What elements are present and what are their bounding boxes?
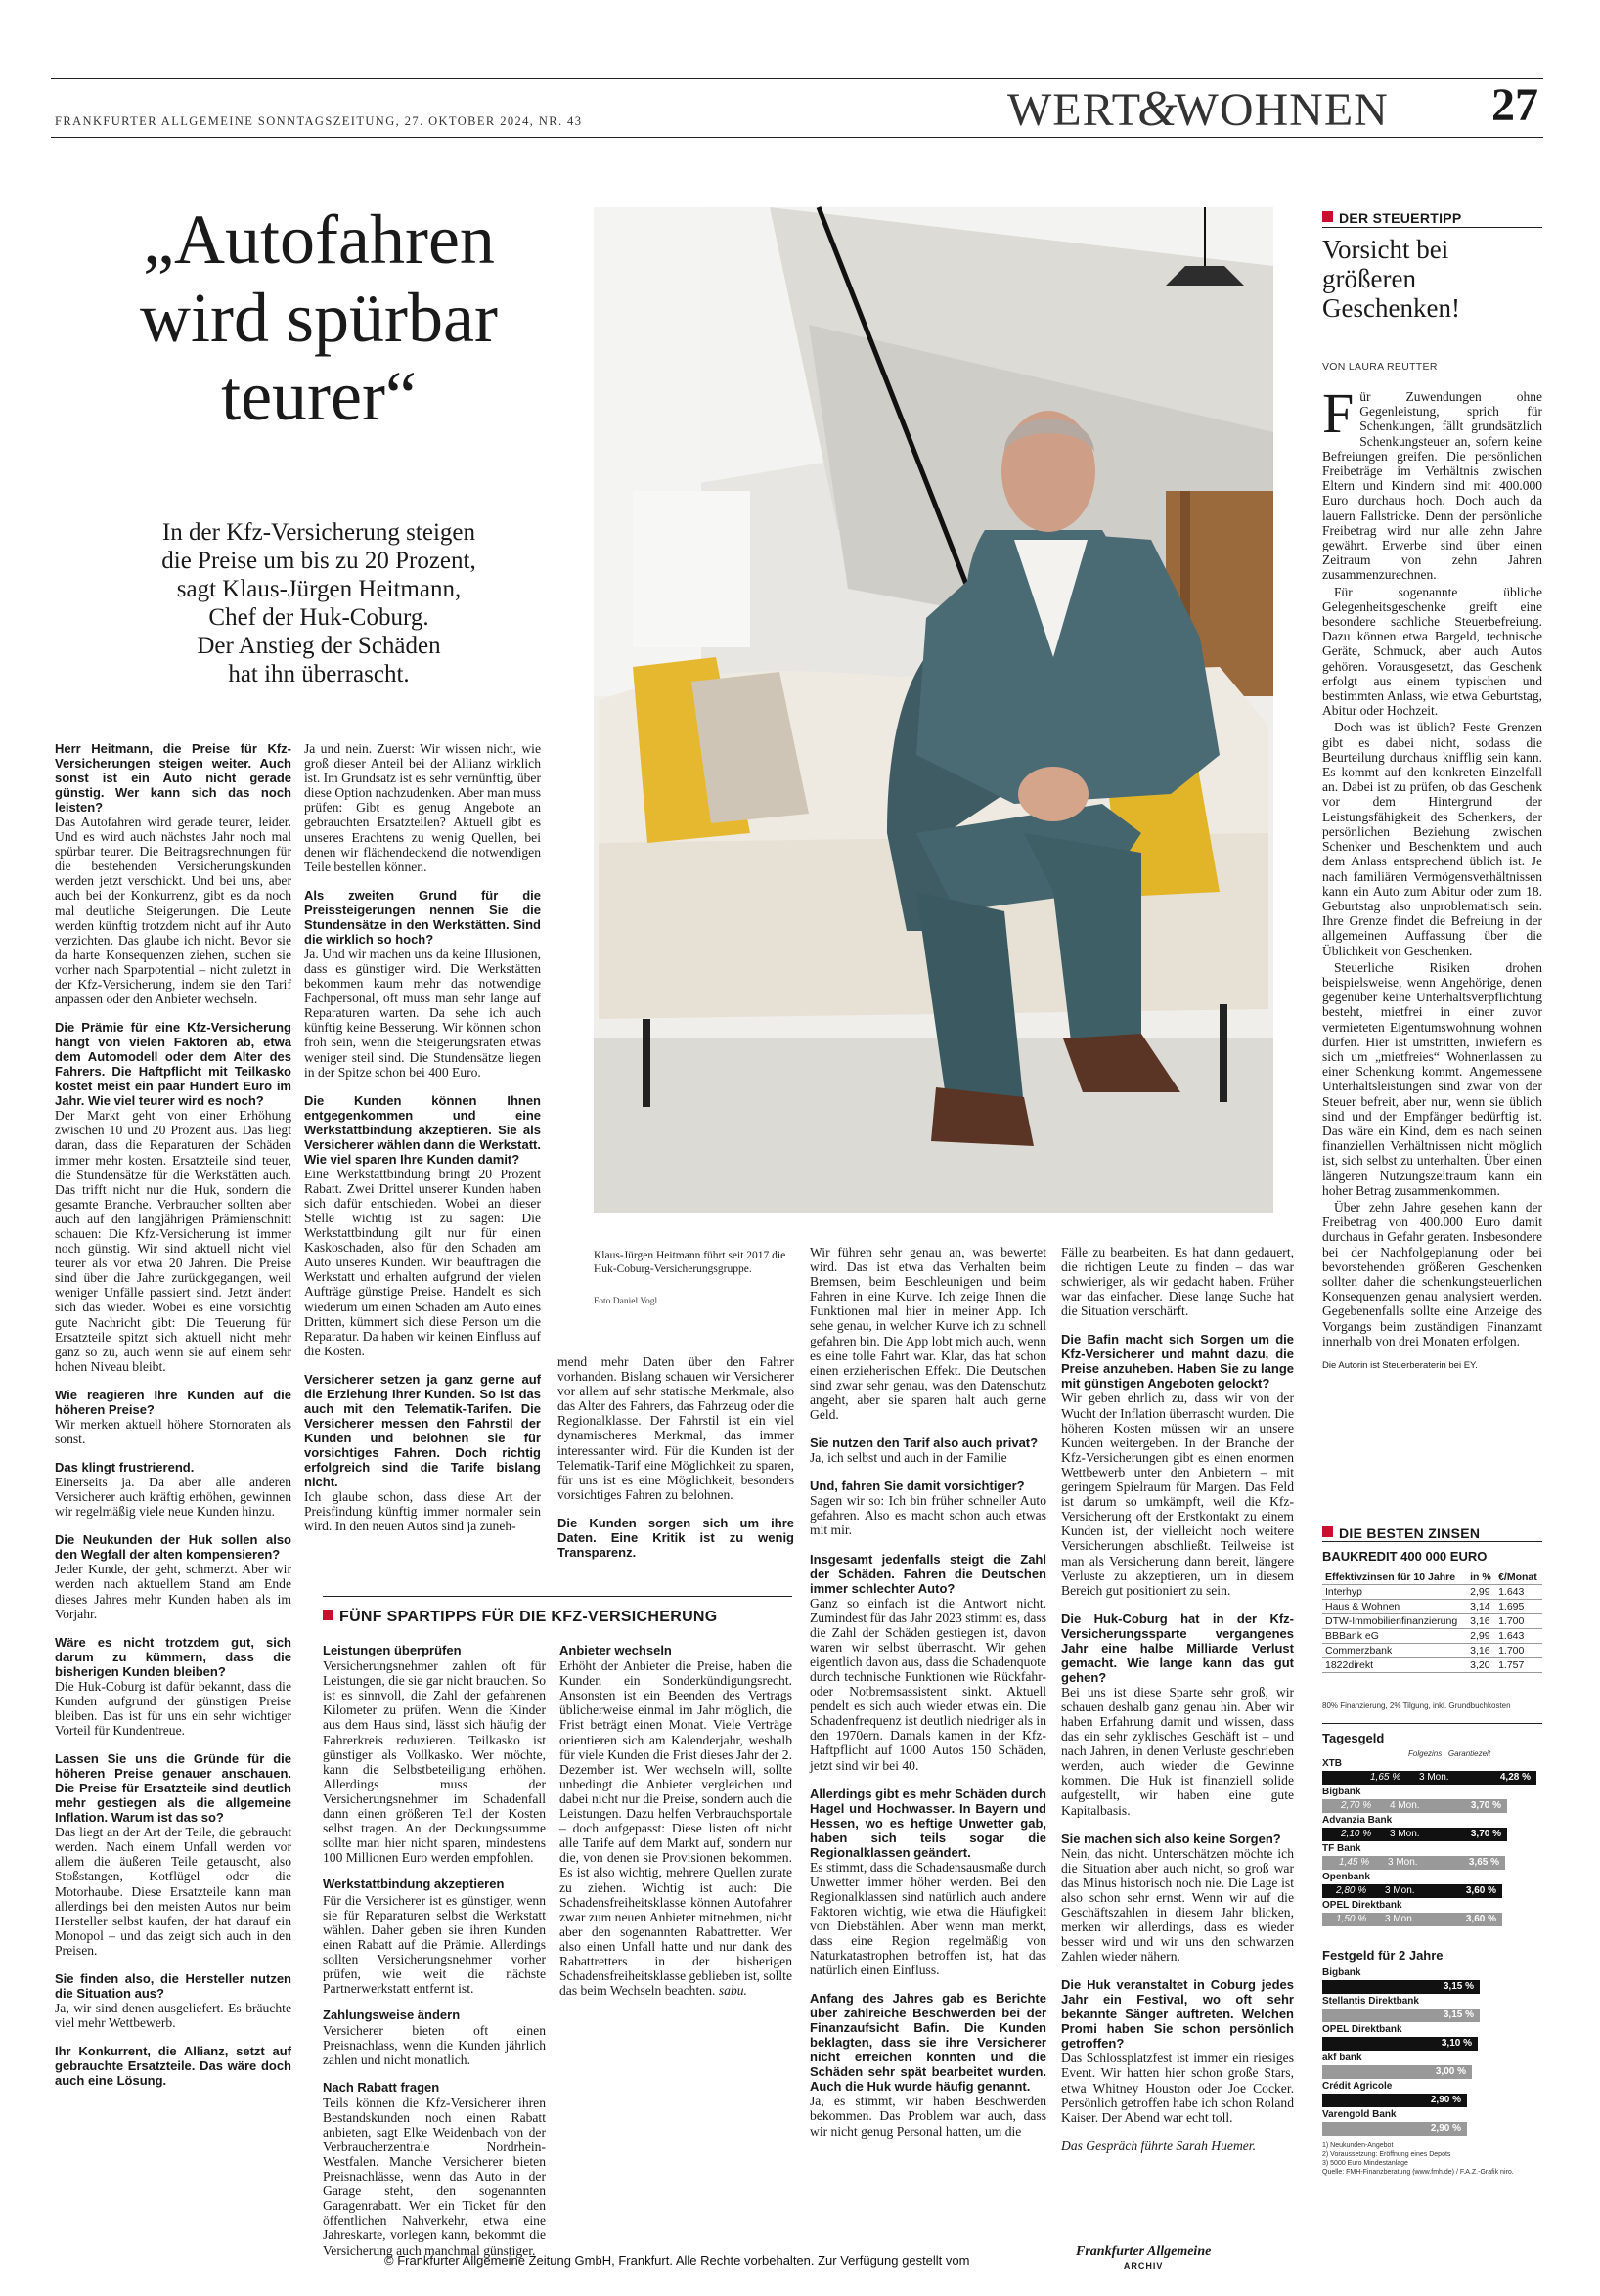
bar-label: OPEL Direktbank <box>1322 1900 1402 1911</box>
article-column-4: Wir führen sehr genau an, was bewertet wird. Das ist etwa das Verhalten beim Bremsen, beim Beschleunigen und beim Fahren in eine Kurve. Ich zeige Ihnen die Funktionen mal hier in meiner App. Ich sehe genau, in welcher Kurve ich zu schnell gefahren bin. Die App lobt mich auch, wenn es eine tolle Fahrt war. Klar, das hat schon einen erzieherischen Effekt. Die Deutschen sind zwar sehr genau, was den Datenschutz angeht, aber sie sparen halt auch gerne Geld. Sie nutzen den Tarif also auch privat? Ja, ich selbst und auch in der Familie Und, fahren Sie damit vorsichtiger? Sagen wir so: Ich bin früher schneller Auto gefahren. Also es macht schon auch etwas mit mir. Insgesamt jedenfalls steigt die Zahl der Schäden. Fahren die Deutschen immer schlechter Auto? Ganz so einfach ist die Antwort nicht. Zumindest für das Jahr 2023 stimmt es, dass die Zahl der Schäden gestiegen ist, davon waren wir selbst überrascht. Wir gehen eigentlich davon aus, dass die Schadenquote durch technische Funktionen wie Rückfahr- oder Notbremsassistent sinkt. Aktuell pendelt es sich auch wieder etwas ein. Die Schadenfrequenz ist deutlich niedriger als in den 1970ern. Damals kamen in der Kfz-Haftpflicht auf 1000 Autos 150 Schäden, jetzt sind wir bei 40. Allerdings gibt es mehr Schäden durch Hagel und Hochwasser. In Bayern und Hessen, wo es heftige Unwetter gab, haben sich teils sogar die Regionalklassen geändert. Es stimmt, dass die Schadensausmaße durch Unwetter immer höher werden. Bei den Regionalklassen sind natürlich auch andere Faktoren wichtig, wie etwa die Häufigkeit von Diebstählen. Aber wenn man merkt, dass eine Region regelmäßig von Naturkatastrophen betroffen ist, hat das natürlich einen Einfluss. Anfang des Jahres gab es Berichte über zahlreiche Beschwerden bei der Finanzaufsicht Bafin. Die Kunden beklagten, dass sie ihre Versicherer nicht erreichen konnten und die Schäden sehr spät bearbeitet wurden. Auch die Huk wurde häufig genannt. Ja, es stimmt, wir haben Beschwerden bekommen. Das Problem war auch, dass wir nicht genug Personal hatten, um die <box>810 1245 1046 2139</box>
bar-label: Openbank <box>1322 1872 1370 1882</box>
steuertipp-label: DER STEUERTIPP <box>1322 208 1462 227</box>
baukredit-note: 80% Finanzierung, 2% Tilgung, inkl. Grundbuchkosten <box>1322 1701 1511 1710</box>
table-row: 1822direkt 3,20 1.757 <box>1322 1658 1542 1673</box>
festgeld-label: Festgeld für 2 Jahre <box>1322 1948 1444 1963</box>
rate-bar: 1,65 % 3 Mon. 4,28 % <box>1322 1771 1536 1785</box>
rate-bar: 2,90 % <box>1322 2094 1467 2107</box>
bar-label: Bigbank <box>1322 1967 1361 1978</box>
table-row: Commerzbank 3,16 1.700 <box>1322 1644 1542 1658</box>
steuertipp-author: VON LAURA REUTTER <box>1322 361 1438 373</box>
headline: „Autofahren wird spürbar teurer“ <box>140 200 498 435</box>
rate-bar: 1,50 % 3 Mon. 3,60 % <box>1322 1913 1502 1926</box>
article-column-5: Fälle zu bearbeiten. Es hat dann gedauert, die richtigen Leute zu finden – das war schwieriger, als wir gedacht haben. Früher war das einfacher. Diese lange Suche hat die Situation verschärft. Die Bafin macht sich Sorgen um die Kfz-Versicherer und mahnt dazu, die Preise anzuheben. Haben Sie zu lange mit günstigen Angeboten gelockt? Wir geben ehrlich zu, dass wir von der Wucht der Inflation überrascht wurden. Die höheren Kosten müssen wir an unsere Kunden weitergeben. In der Branche der Kfz-Versicherungen gibt es einen enormen Wettbewerb unter den Anbietern – mit geringem Spielraum für Margen. Das Feld ist darum so umkämpft, weil die Kfz-Versicherung oft der Erstkontakt zu einem Kunden ist, der vielleicht noch weitere Versicherungen abschließt. Teilweise ist man als Versicherung dann bereit, längere Verluste zu akzeptieren, um in diesem Bereich gut positioniert zu sein. Die Huk-Coburg hat in der Kfz-Versicherungssparte vergangenes Jahr eine halbe Milliarde Verlust gemacht. Wie lange kann das gut gehen? Bei uns ist diese Sparte sehr groß, wir schauen deshalb ganz genau hin. Aber wir haben Erfahrung damit und wissen, dass das ein sehr zyklisches Geschäft ist – und nach Jahren, in denen Verluste geschrieben werden, auch wieder die Gewinne kommen. Die Huk ist finanziell solide aufgestellt, wir haben eine gute Kapitalbasis. Sie machen sich also keine Sorgen? Nein, das nicht. Unterschätzen möchte ich die Situation aber auch nicht, so groß war das Minus historisch noch nie. Die Lage ist also schon sehr ernst. Wenn wir auf die Geschäftszahlen in diesem Jahr blicken, merken wir allerdings, dass es wieder besser wird und wir uns den schwarzen Zahlen wieder nähern. Die Huk veranstaltet in Coburg jedes Jahr ein Festival, wo oft sehr bekannte Sänger auftreten. Welchen Promi haben Sie schon persönlich getroffen? Das Schlossplatzfest ist immer ein riesiges Event. Wir hatten hier schon große Stars, etwa Whitney Houston oder Joe Cocker. Persönlich getroffen habe ich schon Roland Kaiser. Der Abend war echt toll. Das Gespräch führte Sarah Huemer. <box>1061 1245 1294 2153</box>
photo-caption: Klaus-Jürgen Heitmann führt seit 2017 die Huk-Coburg-Versicherungsgruppe. <box>594 1250 786 1275</box>
photo-credit: Foto Daniel Vogl <box>594 1297 658 1306</box>
portrait-photo <box>594 207 1273 1213</box>
page-number: 27 <box>1491 79 1538 131</box>
festgeld-chart <box>1322 1967 1542 2143</box>
article-column-3: mend mehr Daten über den Fahrer vorhanden. Bislang schauen wir Versicherer vor allem auf sehr statische Merkmale, also das Alter des Fahrers, das Fahrzeug oder die Regionalklasse. Der Fahrstil ist ein viel dynamischeres Merkmal, das immer interessanter wird. Für die Kunden ist der Telematik-Tarif eine Möglichkeit zu sparen, für uns ist es eine Möglichkeit, besonders vorsichtiges Fahren zu belohnen. Die Kunden sorgen sich um ihre Daten. Eine Kritik ist zu wenig Transparenz. <box>557 1354 794 1560</box>
rate-bar: 2,80 % 3 Mon. 3,60 % <box>1322 1884 1502 1898</box>
spartipps-column-1: Leistungen überprüfen Versicherungsnehmer zahlen oft für Leistungen, die sie gar nicht brauchen. So ist es sinnvoll, die Zahl der gefahrenen Kilometer zu prüfen. Wenn die Kinder aus dem Haus sind, lässt sich häufig der Fahrerkreis reduzieren. Teilkasko ist günstiger als Vollkasko. Wer möchte, kann die Selbstbeteiligung erhöhen. Allerdings muss der Versicherungsnehmer im Schadenfall dann einen größeren Teil der Kosten selbst tragen. An der Deckungssumme sollte man hier nicht sparen, mindestens 100 Millionen Euro werden empfohlen. Werkstattbindung akzeptieren Für die Versicherer ist es günstiger, wenn sie für Reparaturen selbst die Werkstatt wählen. Daher geben sie ihren Kunden einen Rabatt auf die Prämie. Allerdings sollten Versicherungsnehmer vorher prüfen, wie weit die nächste Partnerwerkstatt entfernt ist. Zahlungsweise ändern Versicherer bieten oft einen Preisnachlass, wenn die Kunden jährlich zahlen und nicht monatlich. Nach Rabatt fragen Teils können die Kfz-Versicherer ihren Bestandskunden noch einen Rabatt anbieten, sagt Elke Weidenbach von der Verbraucherzentrale Nordrhein-Westfalen. Manche Versicherer bieten Preisnachlässe, wenn das Auto in der Garage steht, den sogenannten Garagenrabatt. Wer ein Ticket für den öffentlichen Nahverkehr, etwa eine Jahreskarte, vorlegen kann, bekommt die Versicherung auch manchmal günstiger. <box>323 1643 547 2258</box>
bar-label: XTB <box>1322 1758 1342 1769</box>
footer-copyright: © Frankfurter Allgemeine Zeitung GmbH, Frankfurt. Alle Rechte vorbehalten. Zur Verfügung gestellt vom <box>384 2253 970 2268</box>
rate-bar: 2,70 % 4 Mon. 3,70 % <box>1322 1799 1507 1813</box>
tagesgeld-chart <box>1322 1758 1542 1934</box>
table-row: Interhyp 2,99 1.643 <box>1322 1585 1542 1600</box>
rate-bar: 3,15 % <box>1322 2009 1480 2022</box>
rate-bar: 1,45 % 3 Mon. 3,65 % <box>1322 1856 1505 1870</box>
zinsen-label: DIE BESTEN ZINSEN <box>1322 1523 1480 1542</box>
rate-bar: 3,00 % <box>1322 2065 1472 2079</box>
deck: In der Kfz-Versicherung steigen die Preise um bis zu 20 Prozent, sagt Klaus-Jürgen Heitmann, Chef der Huk-Coburg. Der Anstieg der Schäden hat ihn überrascht. <box>161 519 476 687</box>
archive-logo: Frankfurter Allgemeine ARCHIV <box>1076 2244 1212 2271</box>
table-row: DTW-Immobilienfinanzierung 3,16 1.700 <box>1322 1614 1542 1629</box>
tagesgeld-headers: Folgezins Garantiezeit <box>1408 1749 1491 1758</box>
article-column-2: Ja und nein. Zuerst: Wir wissen nicht, wie groß dieser Anteil bei der Allianz wirklich ist. Im Grundsatz ist es sehr vernünftig, über diese Option nachzudenken. Aber man muss prüfen: Gibt es genug Angebote an gebrauchten Ersatzteilen? Aktuell gibt es unseres Erachtens zu wenig Quellen, bei denen wir flächendeckend die notwendigen Teile bestellen können. Als zweiten Grund für die Preissteigerungen nennen Sie die Stundensätze in den Werkstätten. Sind die wirklich so hoch? Ja. Und wir machen uns da keine Illusionen, dass es günstiger wird. Die Werkstätten bekommen kaum mehr das notwendige Fachpersonal, oft muss man sehr lange auf Reparaturen warten. Da sehe ich auch künftig keine Besserung. Wir können schon froh sein, wenn die Steigerungsraten etwas weniger steil sind. Die Stundensätze liegen in der Spitze schon bei 400 Euro. Die Kunden können Ihnen entgegenkommen und eine Werkstattbindung akzeptieren. Sie als Versicherer wählen dann die Werkstatt. Wie viel sparen Ihre Kunden damit? Eine Werkstattbindung bringt 20 Prozent Rabatt. Zwei Drittel unserer Kunden haben sich dafür entschieden. Wobei an dieser Stelle wichtig ist zu sagen: Die Werkstattbindung gilt nur für einen Kaskoschaden, also für den Schaden am Auto unseres Kunden. Wir beauftragen die Werkstatt und erhalten aufgrund der vielen Aufträge günstige Preise. Handelt es sich wiederum um einen Schaden am Auto eines Dritten, kümmert sich diese Person um die Reparatur. Da haben wir keinen Einfluss auf die Kosten. Versicherer setzen ja ganz gerne auf die Erziehung Ihrer Kunden. So ist das auch mit den Telematik-Tarifen. Die Versicherer messen den Fahrstil der Kunden und belohnen sie für vorsichtiges Fahren. Doch richtig erfolgreich sind die Tarife bislang nicht. Ich glaube schon, dass diese Art der Preisfindung künftig immer normaler sein wird. In den neuen Autos sind ja zuneh- <box>304 741 541 1534</box>
spartipps-column-2: Anbieter wechseln Erhöht der Anbieter die Preise, haben die Kunden ein Sonderkündigungsrecht. Ansonsten ist ein Beenden des Vertrags üblicherweise einmal im Jahr möglich, die Frist beträgt einen Monat. Viele Verträge orientieren sich am Kalenderjahr, weshalb für viele Kunden die Frist dieses Jahr der 2. Dezember ist. Wer wechseln will, sollte unbedingt die Anbieter vergleichen und dabei nicht nur die Preise, sondern auch die Leistungen. Dazu helfen Verbrauchsportale – doch aufgepasst: Diese listen oft nicht alle Tarife auf dem Markt auf, sondern nur die, von denen sie Provisionen bekommen. Es ist also wichtig, mehrere Quellen zurate zu ziehen. Wichtig ist auch: Die Schadensfreiheitsklasse können Autofahrer zwar zum neuen Anbieter mitnehmen, nicht aber den sogenannten Rabattretter. Wer also einen Unfall hatte und nur dank des Rabattretters in der bisherigen Schadensfreiheitsklasse geblieben ist, sollte das beim Wechseln beachten. sabu. <box>559 1643 792 1999</box>
article-column-1: Herr Heitmann, die Preise für Kfz-Versicherungen steigen weiter. Auch sonst ist ein Auto nicht gerade günstig. Wer kann sich das noch leisten? Das Autofahren wird gerade teurer, leider. Und es wird auch nächstes Jahr noch mal spürbar teurer. Die Beitragsrechnungen für die bestehenden Versicherungskunden werden jetzt verschickt. Und bei uns, aber auch bei der Konkurrenz, gibt es da noch mal deutliche Steigerungen. Die Leute werden künftig trotzdem nicht auf ihr Auto verzichten. Das glaube ich nicht. Bevor sie da harte Konsequenzen ziehen, suchen sie vorher nach Sparpotential – nicht zuletzt in der Kfz-Versicherung, indem sie den Tarif anpassen oder den Anbieter wechseln. Die Prämie für eine Kfz-Versicherung hängt von vielen Faktoren ab, etwa dem Automodell oder dem Alter des Fahrers. Die Haftpflicht mit Teilkasko kostet meist ein paar Hundert Euro im Jahr. Wie viel teurer wird es noch? Der Markt geht von einer Erhöhung zwischen 10 und 20 Prozent aus. Das liegt daran, dass die Reparaturen der Schäden immer mehr kosten. Ersatzteile sind teuer, die Stundensätze für die Werkstätten auch. Das trifft nicht nur die Huk, sondern die gesamte Branche. Verbraucher sollten aber auch auf den langjährigen Prämienschnitt schauen: Die Kfz-Versicherung ist immer noch günstig. Wir sind aktuell nicht viel teurer als vor etwa 20 Jahren. Die Preise sind über die Jahre zurückgegangen, weil weniger Unfälle passiert sind. Jetzt ändert sich das wieder. Wobei es eine vorsichtig gute Nachricht gibt: Die Teuerung für Ersatzteile spitzt sich aktuell nicht mehr ganz so zu, auch wenn sie auf einem sehr hohen Niveau bleibt. Wie reagieren Ihre Kunden auf die höheren Preise? Wir merken aktuell höhere Stornoraten als sonst. Das klingt frustrierend. Einerseits ja. Da aber alle anderen Versicherer auch kräftig erhöhen, gewinnen wir regelmäßig viele neue Kunden hinzu. Die Neukunden der Huk sollen also den Wegfall der alten kompensieren? Jeder Kunde, der geht, schmerzt. Aber wir werden nach aktuellem Stand am Ende dieses Jahres mehr Kunden haben als im Vorjahr. Wäre es nicht trotzdem gut, sich darum zu kümmern, dass die bisherigen Kunden bleiben? Die Huk-Coburg ist dafür bekannt, dass die Kunden aufgrund der günstigen Preise bleiben. Das ist für uns ein sehr wichtiger Vorteil für Kundentreue. Lassen Sie uns die Gründe für die höheren Preise genauer anschauen. Die Preise für Ersatzteile sind deutlich mehr gestiegen als die allgemeine Inflation. Warum ist das so? Das liegt an der Art der Teile, die gebraucht werden. Nach einem Unfall werden vor allem die äußeren Teile getauscht, also Stoßstangen, Kotflügel oder die Motorhaube. Diese Ersatzteile kann man allerdings bei den meisten Autos nur beim Hersteller selbst kaufen, der hat darauf ein Monopol – und das zeigt sich auch in den Preisen. Sie finden also, die Hersteller nutzen die Situation aus? Ja, wir sind denen ausgeliefert. Es bräuchte viel mehr Wettbewerb. Ihr Konkurrent, die Allianz, setzt auf gebrauchte Ersatzteile. Das wäre doch auch eine Lösung. <box>55 741 291 2089</box>
bar-label: Bigbank <box>1322 1787 1361 1797</box>
zinsen-footnotes: 1) Neukunden-Angebot 2) Voraussetzung: Eröffnung eines Depots 3) 5000 Euro Mindestanlage Quelle: FMH-Finanzberatung (www.fmh.de) / F.A.Z.-Grafik niro. <box>1322 2142 1514 2176</box>
bar-label: akf bank <box>1322 2053 1362 2063</box>
rate-bar: 3,15 % <box>1322 1980 1480 1994</box>
paper-dateline: FRANKFURTER ALLGEMEINE SONNTAGSZEITUNG, 27. OKTOBER 2024, NR. 43 <box>55 114 583 128</box>
rate-bar: 2,10 % 3 Mon. 3,70 % <box>1322 1828 1507 1841</box>
bar-label: Crédit Agricole <box>1322 2081 1393 2092</box>
bar-label: Stellantis Direktbank <box>1322 1996 1419 2007</box>
bar-label: Varengold Bank <box>1322 2109 1397 2120</box>
section-title: WERT&WOHNEN <box>1007 81 1389 137</box>
rate-bar: 2,90 % <box>1322 2122 1467 2136</box>
steuertipp-body: F ür Zuwendungen ohne Gegenleistung, sprich für Schenkungen, fällt grundsätzlich Schenkungsteuer an, sofern keine Befreiungen greifen. Die persönlichen Freibeträge im Verhältnis zwischen Eltern und Kindern sind mit 400.000 Euro durchaus hoch. Doch auch da lauern Fallstricke. Denn der persönliche Freibetrag wird nur alle zehn Jahre gewährt. Erwerbe sind über einen Zeitraum von zehn Jahren zusammenzurechnen. Für sogenannte übliche Gelegenheitsgeschenke greift eine besondere sachliche Steuerbefreiung. Dazu können etwa Bargeld, technische Geräte, Schmuck, aber auch Autos gehören. Vorausgesetzt, das Geschenk erfolgt aus einem typischen und bestimmten Anlass, wie etwa Geburtstag, Abitur oder Hochzeit. Doch was ist üblich? Feste Grenzen gibt es dabei nicht, sodass die Beurteilung durchaus knifflig sein kann. Es kommt auf den konkreten Einzelfall an. Dabei ist zu prüfen, ob das Geschenk vor dem Hintergrund der Leistungsfähigkeit des Schenkers, der persönlichen Beziehung zwischen Schenker und Beschenktem und auch dem Anlass entsprechend üblich ist. Je nach familiären Vermögensverhältnissen kann ein Auto zum Abitur oder zum 18. Geburtstag also unproblematisch sein. Ihre Grenze findet die Befreiung in der allgemeinen Auffassung über die Üblichkeit von Geschenken. Steuerliche Risiken drohen beispielsweise, wenn Angehörige, denen gegenüber keine Unterhaltsverpflichtung besteht, mietfrei in einer zuvor vermieteten Eigentumswohnung wohnen dürfen. Hier ist umstritten, inwiefern es sich um „mietfreies“ Wohnenlassen zu einer Schenkung kommt. Angemessene Unterhaltsleistungen sind zwar von der Steuer befreit, aber nur, wenn sie üblich sind und der Empfänger bedürftig ist. Das wäre ein Kind, dem es nach seinen finanziellen Verhältnissen nicht möglich ist, sich selbst zu unterhalten. Über einen längeren Nutzungszeitraum kann ein hoher Betrag zusammenkommen. Über zehn Jahre gesehen kann der Freibetrag von 400.000 Euro damit durchaus in Gefahr geraten. Insbesondere bei der Nachfolgeplanung oder bei bevorstehenden größeren Geschenken sollten daher die schenkungsteuerlichen Konsequenzen genau analysiert werden. Gegebenenfalls sollte eine Anzeige des Vorgangs beim zuständigen Finanzamt innerhalb von drei Monaten erfolgen. Die Autorin ist Steuerberaterin bei EY. <box>1322 381 1542 1371</box>
spartipps-header: FÜNF SPARTIPPS FÜR DIE KFZ-VERSICHERUNG <box>323 1607 718 1626</box>
baukredit-table: Effektivzinsen für 10 Jahre in % €/Monat Interhyp 2,99 1.643 Haus & Wohnen 3,14 1.695 DTW-Immobilienfinanzierung 3,16 1.700 BBBank eG 2,99 1.643 Commerzbank 3,16 1.700 1822direkt 3,20 1.757 <box>1322 1570 1542 1673</box>
zinsen-sub: BAUKREDIT 400 000 EURO <box>1322 1549 1488 1564</box>
bar-label: TF Bank <box>1322 1843 1361 1854</box>
steuertipp-title: Vorsicht bei größeren Geschenken! <box>1322 235 1460 323</box>
table-row: BBBank eG 2,99 1.643 <box>1322 1629 1542 1644</box>
photo-scene-icon <box>594 207 1273 1213</box>
table-row: Haus & Wohnen 3,14 1.695 <box>1322 1600 1542 1614</box>
rate-bar: 3,10 % <box>1322 2037 1478 2051</box>
bar-label: OPEL Direktbank <box>1322 2024 1402 2035</box>
bar-label: Advanzia Bank <box>1322 1815 1393 1826</box>
tagesgeld-label: Tagesgeld <box>1322 1731 1385 1745</box>
dropcap: F <box>1322 381 1355 445</box>
